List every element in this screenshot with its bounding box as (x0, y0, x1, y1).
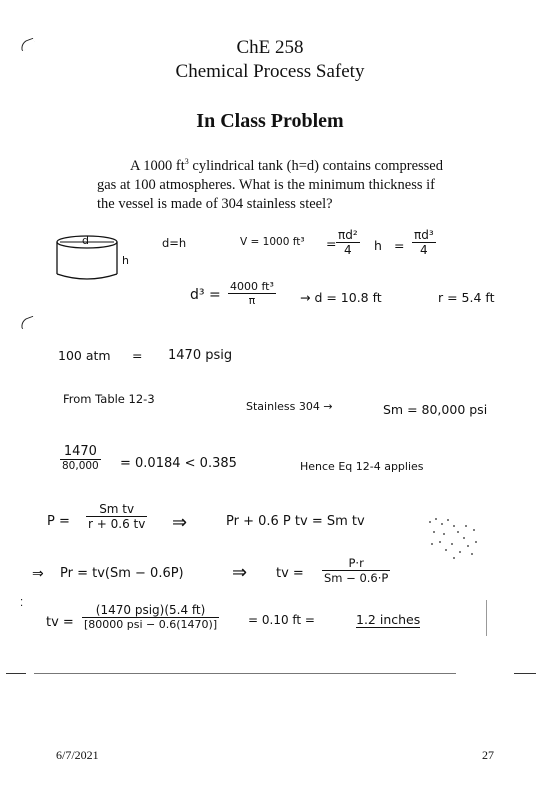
footer-date: 6/7/2021 (56, 748, 99, 762)
ratio-fraction: 1470 80,000 (62, 444, 99, 472)
rule-main (34, 673, 456, 674)
implies-arrow: ⇒ (172, 512, 188, 533)
volume-fraction-1: $\frac{\text{πd²}}{4}$ (338, 228, 358, 257)
d-equals-h: d=h (162, 236, 187, 250)
volume-eq: V = 1000 ft³ (240, 236, 305, 248)
course-name: Chemical Process Safety (175, 61, 365, 82)
stray-mark: ⁚ (20, 598, 24, 609)
d-cubed-lhs: d³ = (190, 287, 221, 303)
edge-mark (486, 600, 487, 636)
p-fraction: $\frac{\text{Sm tv}}{r + 0.6 tv}$ (88, 502, 146, 531)
section-title: In Class Problem (196, 110, 344, 132)
problem-statement (97, 152, 497, 214)
final-answer: 1.2 inches (356, 612, 421, 627)
problem-line-2: gas at 100 atmospheres. What is the minimum thickness if (97, 176, 436, 193)
exponent: 3 (184, 157, 189, 166)
r-result: r = 5.4 ft (438, 290, 495, 305)
stainless-label: Stainless 304 → (246, 400, 333, 413)
tv-calc-lhs: tv = (46, 615, 74, 630)
page-number: 27 (482, 748, 494, 762)
problem-line-1: A 1000 $ft^3$ cylindrical tank (h=d) contains compressed (130, 157, 443, 174)
tv-fraction: $\frac{P\cdot r}{Sm - 0.6\cdot P}$ (324, 556, 389, 585)
course-code: ChE 258 (236, 37, 304, 58)
hence-applies: Hence Eq 12-4 applies (300, 460, 424, 473)
implies-arrow: ⇒ (232, 562, 248, 583)
equals-sign: = (394, 238, 405, 253)
equals-sign: = (326, 236, 337, 251)
table-reference: From Table 12-3 (63, 392, 155, 406)
cylinder-h-label: h (122, 254, 129, 267)
cylinder-d-label: d (82, 234, 89, 247)
p-lhs: P = (47, 514, 70, 529)
rule-right (514, 673, 536, 674)
d-cubed-fraction: $\frac{\text{4000 ft³}}{\pi}$ (230, 280, 274, 307)
sm-value: Sm = 80,000 psi (383, 402, 488, 417)
tv-calc-result: = 0.10 ft = (248, 613, 315, 627)
volume-h: h (374, 238, 382, 253)
pressure-psig: 1470 psig (168, 348, 233, 363)
rule-left (6, 673, 26, 674)
equals-sign: = (132, 348, 143, 363)
tv-calc-fraction: (1470 psig)(5.4 ft) [80000 psi − 0.6(1470)] (84, 603, 218, 631)
ratio-result: = 0.0184 < 0.385 (120, 456, 237, 471)
d-result: → d = 10.8 ft (300, 290, 382, 305)
corner-mark (19, 316, 36, 330)
problem-line-3: the vessel is made of 304 stainless steel? (97, 195, 333, 212)
rearranged-eq: Pr + 0.6 P tv = Sm tv (226, 514, 365, 529)
implies-arrow: ⇒ (32, 566, 44, 582)
scan-noise (424, 514, 484, 564)
pr-equation: Pr = tv(Sm − 0.6P) (60, 566, 184, 581)
pressure-atm: 100 atm (58, 348, 111, 363)
volume-fraction-2: $\frac{\text{πd³}}{4}$ (414, 228, 434, 257)
tv-lhs: tv = (276, 566, 304, 581)
